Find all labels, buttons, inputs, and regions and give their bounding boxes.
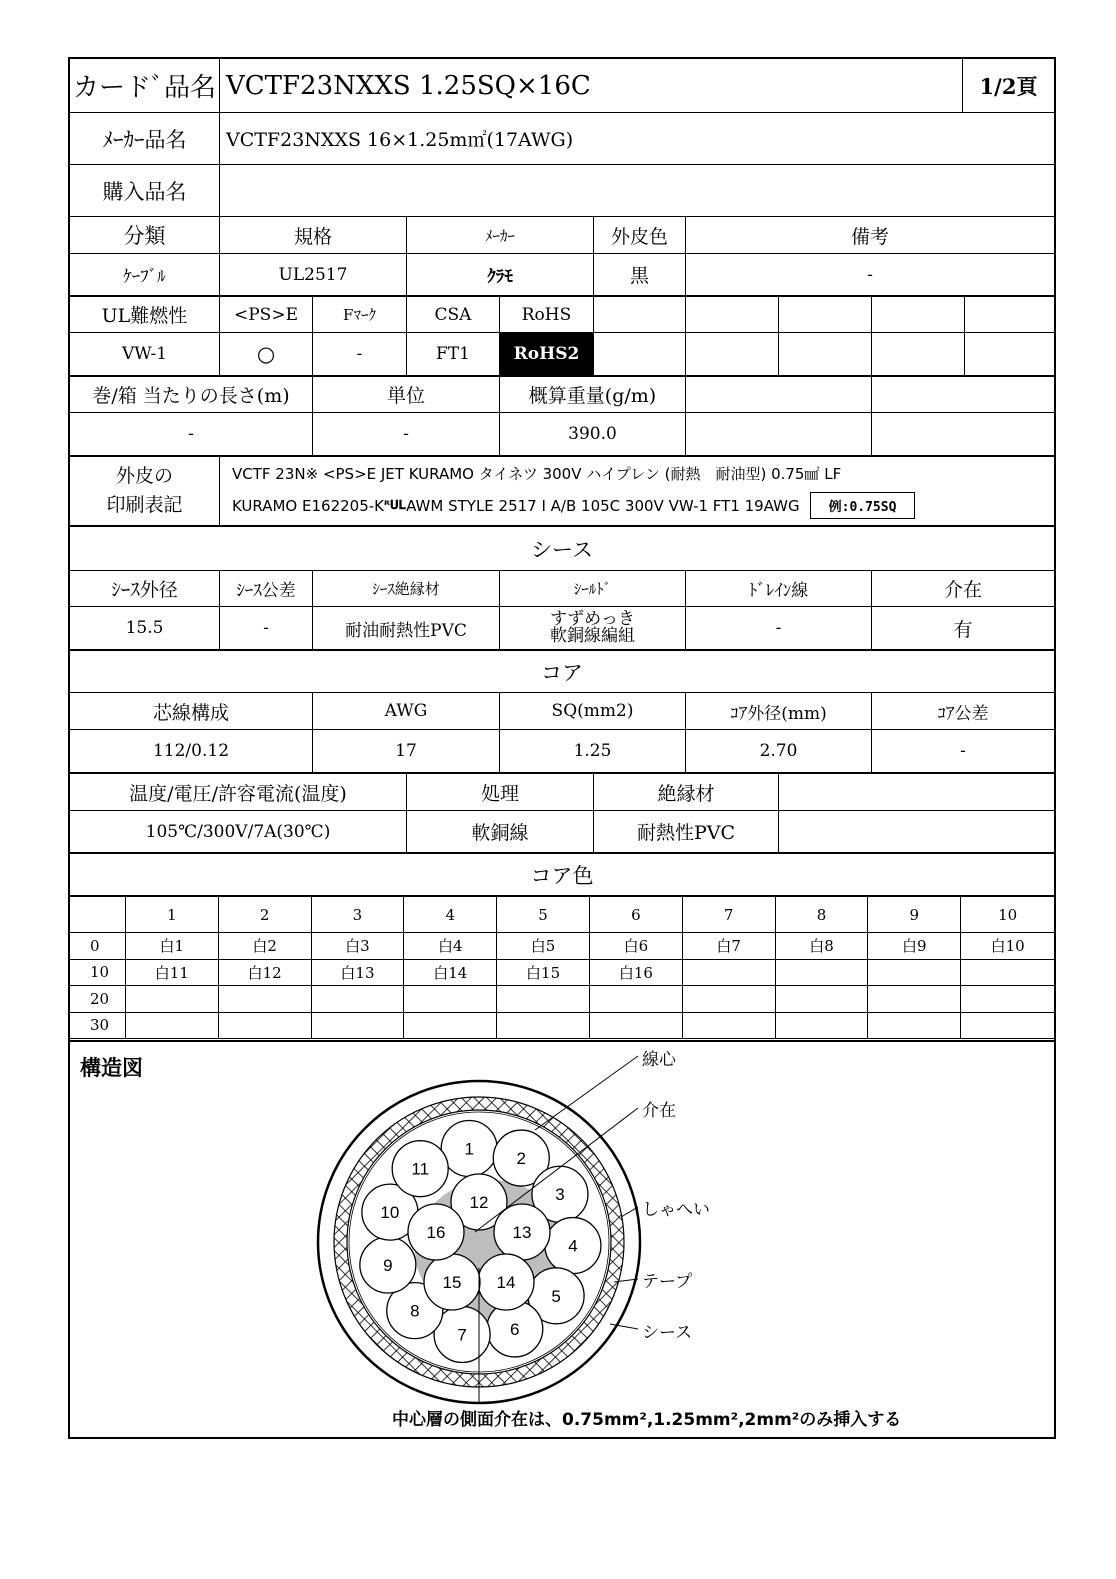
purchase-name-label: 購入品名 [70, 165, 220, 217]
core-color-cell [312, 986, 405, 1013]
treatment-header: 処理 [407, 774, 594, 811]
core-color-column-header: 7 [683, 897, 776, 933]
core-number: 8 [410, 1301, 420, 1321]
label-filler: 介在 [642, 1101, 676, 1121]
maker-name-row [70, 113, 1054, 165]
leader-line [535, 1056, 638, 1130]
insulation-header: 絶縁材 [594, 774, 779, 811]
core-title-row [70, 651, 1054, 693]
print-label-line1: 外皮の [115, 465, 173, 487]
awg-value: 17 [313, 730, 500, 774]
sheath-value-row [70, 607, 1054, 651]
core-number: 16 [426, 1223, 446, 1242]
cert-header-empty [779, 297, 872, 333]
maker-value: ｸﾗﾓ [407, 254, 594, 297]
insulation-value: 耐熱性PVC [594, 811, 779, 854]
print-label-line2: 印刷表記 [106, 494, 183, 516]
core-color-cell [312, 1013, 405, 1040]
core-number: 2 [516, 1149, 527, 1169]
core-color-cell [868, 1013, 961, 1040]
drain-header: ﾄﾞﾚｲﾝ線 [686, 571, 872, 607]
core-color-column-header: 6 [590, 897, 683, 933]
core-color-cell: 白6 [590, 933, 683, 960]
sheath-title: シース [70, 527, 1054, 571]
color-header: 外皮色 [594, 217, 686, 254]
core-number: 7 [457, 1325, 467, 1345]
core-color-cell: 白4 [404, 933, 497, 960]
core-color-cell [683, 986, 776, 1013]
core-tol-value: - [872, 730, 1054, 774]
core-color-column-header: 2 [219, 897, 312, 933]
core-color-row [70, 1013, 1054, 1040]
length-header-row [70, 377, 1054, 413]
label-tape: テープ [642, 1272, 693, 1292]
temp-header-empty [779, 774, 1054, 811]
core-number: 13 [512, 1223, 532, 1242]
print-text-line1: VCTF 23N※ <PS>E JET KURAMO タイネツ 300V ハイプレン (耐熱 耐油型) 0.75㎟ LF [232, 465, 842, 483]
length-header-empty [872, 377, 1054, 413]
label-sheath: シース [642, 1323, 693, 1343]
core-number: 3 [555, 1185, 565, 1205]
shield-value [500, 607, 686, 651]
core-color-cell [776, 960, 869, 987]
unit-header: 単位 [313, 377, 500, 413]
core-color-cell [404, 986, 497, 1013]
core-color-cell [219, 1013, 312, 1040]
structure-section [70, 1040, 1054, 1437]
core-color-header-row [70, 897, 1054, 933]
card-name-label: カードﾞ品名 [70, 59, 220, 113]
example-box: 例:0.75SQ [810, 492, 916, 519]
color-value: 黒 [594, 254, 686, 297]
rohs-header: RoHS [500, 297, 594, 333]
core-color-row-label: 20 [70, 986, 126, 1013]
unit-value: - [313, 413, 500, 457]
awg-header: AWG [313, 693, 500, 730]
core-color-cell: 白1 [126, 933, 219, 960]
core-color-row [70, 933, 1054, 960]
length-header-empty [686, 377, 872, 413]
cert-value-row [70, 333, 1054, 377]
core-color-cell: 白11 [126, 960, 219, 987]
core-color-row-label: 10 [70, 960, 126, 987]
core-color-row [70, 960, 1054, 987]
core-number: 10 [380, 1203, 400, 1223]
sheath-od-header: ｼｰｽ外径 [70, 571, 220, 607]
sheath-od-value: 15.5 [70, 607, 220, 651]
sq-header: SQ(mm2) [500, 693, 686, 730]
core-color-cell: 白12 [219, 960, 312, 987]
print-text-line2 [232, 492, 915, 519]
length-value-empty [872, 413, 1054, 457]
core-color-cell [219, 986, 312, 1013]
filler-value: 有 [872, 607, 1054, 651]
core-value-row [70, 730, 1054, 774]
filler-header: 介在 [872, 571, 1054, 607]
core-color-cell: 白16 [590, 960, 683, 987]
card-name-row [70, 59, 1054, 113]
core-color-cell [590, 1013, 683, 1040]
class-header: 分類 [70, 217, 220, 254]
core-color-cell: 白5 [497, 933, 590, 960]
cert-value-empty [872, 333, 965, 377]
sheath-insulation-value: 耐油耐熱性PVC [313, 607, 500, 651]
structure-title: 構造図 [80, 1056, 143, 1080]
core-color-cell [776, 986, 869, 1013]
ul-flame-value: VW-1 [70, 333, 220, 377]
cable-cross-section-diagram [70, 1042, 1054, 1437]
core-color-title-row [70, 854, 1054, 897]
ul-mark: ᴿ𝐔𝐋 [384, 498, 407, 512]
core-color-cell [126, 986, 219, 1013]
core-color-cell: 白14 [404, 960, 497, 987]
f-mark-value: - [313, 333, 407, 377]
core-number: 15 [442, 1273, 462, 1292]
core-od-header: ｺｱ外径(mm) [686, 693, 872, 730]
core-color-cell: 白10 [961, 933, 1054, 960]
core-number: 4 [568, 1236, 578, 1256]
core-color-cell: 白15 [497, 960, 590, 987]
core-color-cell [590, 986, 683, 1013]
cert-value-empty [779, 333, 872, 377]
core-color-cell: 白9 [868, 933, 961, 960]
conductor-value: 112/0.12 [70, 730, 313, 774]
f-mark-header: Fﾏｰｸ [313, 297, 407, 333]
print-text [220, 457, 1054, 527]
sq-value: 1.25 [500, 730, 686, 774]
temp-value-row [70, 811, 1054, 854]
core-header-row [70, 693, 1054, 730]
core-color-column-header: 8 [776, 897, 869, 933]
cert-value-empty [965, 333, 1054, 377]
sheath-header-row [70, 571, 1054, 607]
core-color-cell: 白3 [312, 933, 405, 960]
length-value: - [70, 413, 313, 457]
page-number: 1/2頁 [963, 59, 1054, 113]
core-color-cell [868, 986, 961, 1013]
card-name-value: VCTF23NXXS 1.25SQ×16C [220, 59, 963, 113]
class-value-row [70, 254, 1054, 297]
core-color-cell [683, 960, 776, 987]
class-header-row [70, 217, 1054, 254]
core-number: 12 [469, 1193, 489, 1212]
length-header: 巻/箱 当たりの長さ(m) [70, 377, 313, 413]
shield-value-line1: すずめっき [550, 609, 635, 629]
weight-value: 390.0 [500, 413, 686, 457]
remarks-value: - [686, 254, 1054, 297]
core-od-value: 2.70 [686, 730, 872, 774]
purchase-name-row [70, 165, 1054, 217]
temp-header: 温度/電圧/許容電流(温度) [70, 774, 407, 811]
maker-name-value: VCTF23NXXS 16×1.25m㎡(17AWG) [220, 113, 1054, 165]
core-color-cell: 白8 [776, 933, 869, 960]
core-color-cell [776, 1013, 869, 1040]
core-number: 1 [464, 1139, 474, 1159]
core-number: 14 [496, 1273, 516, 1292]
core-color-cell [497, 1013, 590, 1040]
cert-header-empty [965, 297, 1054, 333]
core-color-cell: 白7 [683, 933, 776, 960]
cert-value-empty [594, 333, 686, 377]
label-shield: しゃへい [642, 1200, 710, 1220]
core-tol-header: ｺｱ公差 [872, 693, 1054, 730]
print-row [70, 457, 1054, 527]
temp-header-row [70, 774, 1054, 811]
pse-header: <PS>E [220, 297, 313, 333]
core-number: 5 [551, 1286, 561, 1306]
core-color-title: コア色 [70, 854, 1054, 897]
core-color-cell [683, 1013, 776, 1040]
cert-header-empty [872, 297, 965, 333]
remarks-header: 備考 [686, 217, 1054, 254]
length-value-row [70, 413, 1054, 457]
core-number: 9 [383, 1256, 393, 1276]
cert-header-empty [686, 297, 779, 333]
core-color-cell: 白13 [312, 960, 405, 987]
core-color-cell [126, 1013, 219, 1040]
print-label [70, 457, 220, 527]
shield-value-line2: 軟銅線編組 [550, 626, 635, 646]
core-color-cell [961, 960, 1054, 987]
core-color-row-label: 0 [70, 933, 126, 960]
sheath-tol-value: - [220, 607, 313, 651]
temp-value: 105℃/300V/7A(30℃) [70, 811, 407, 854]
core-number: 6 [510, 1319, 520, 1339]
conductor-header: 芯線構成 [70, 693, 313, 730]
sheath-title-row [70, 527, 1054, 571]
standard-value: UL2517 [220, 254, 407, 297]
core-number: 11 [411, 1159, 430, 1179]
class-value: ｹｰﾌﾞﾙ [70, 254, 220, 297]
temp-value-empty [779, 811, 1054, 854]
standard-header: 規格 [220, 217, 407, 254]
core-color-column-header: 9 [868, 897, 961, 933]
core-color-cell [961, 986, 1054, 1013]
csa-header: CSA [407, 297, 500, 333]
core-color-column-header: 4 [404, 897, 497, 933]
core-color-column-header: 5 [497, 897, 590, 933]
pse-value: ○ [220, 333, 313, 377]
core-color-cell: 白2 [219, 933, 312, 960]
drain-value: - [686, 607, 872, 651]
treatment-value: 軟銅線 [407, 811, 594, 854]
core-color-column-header: 3 [312, 897, 405, 933]
csa-value: FT1 [407, 333, 500, 377]
maker-header: ﾒｰｶｰ [407, 217, 594, 254]
core-color-cell [868, 960, 961, 987]
core-color-row [70, 986, 1054, 1013]
weight-header: 概算重量(g/m) [500, 377, 686, 413]
core-color-column-header: 1 [126, 897, 219, 933]
spec-sheet [68, 57, 1056, 1439]
sheath-insulation-header: ｼｰｽ絶縁材 [313, 571, 500, 607]
sheath-tol-header: ｼｰｽ公差 [220, 571, 313, 607]
core-color-column-header [70, 897, 126, 933]
shield-header: ｼｰﾙﾄﾞ [500, 571, 686, 607]
label-conductor: 線心 [642, 1050, 676, 1070]
core-color-cell [404, 1013, 497, 1040]
core-title: コア [70, 651, 1054, 693]
cert-value-empty [686, 333, 779, 377]
structure-footnote: 中心層の側面介在は、0.75mm²,1.25mm²,2mm²のみ挿入する [392, 1410, 902, 1430]
cert-header-empty [594, 297, 686, 333]
purchase-name-value [220, 165, 1054, 217]
print-text-line2-a: KURAMO E162205-K [232, 496, 384, 515]
core-color-cell [497, 986, 590, 1013]
length-value-empty [686, 413, 872, 457]
core-color-row-label: 30 [70, 1013, 126, 1040]
core-color-cell [961, 1013, 1054, 1040]
maker-name-label: ﾒｰｶｰ品名 [70, 113, 220, 165]
ul-flame-header: UL難燃性 [70, 297, 220, 333]
core-color-column-header: 10 [961, 897, 1054, 933]
rohs-value: RoHS2 [500, 333, 594, 377]
cert-header-row [70, 297, 1054, 333]
print-text-line2-b: AWM STYLE 2517 Ⅰ A/B 105C 300V VW-1 FT1 19AWG [406, 496, 800, 515]
